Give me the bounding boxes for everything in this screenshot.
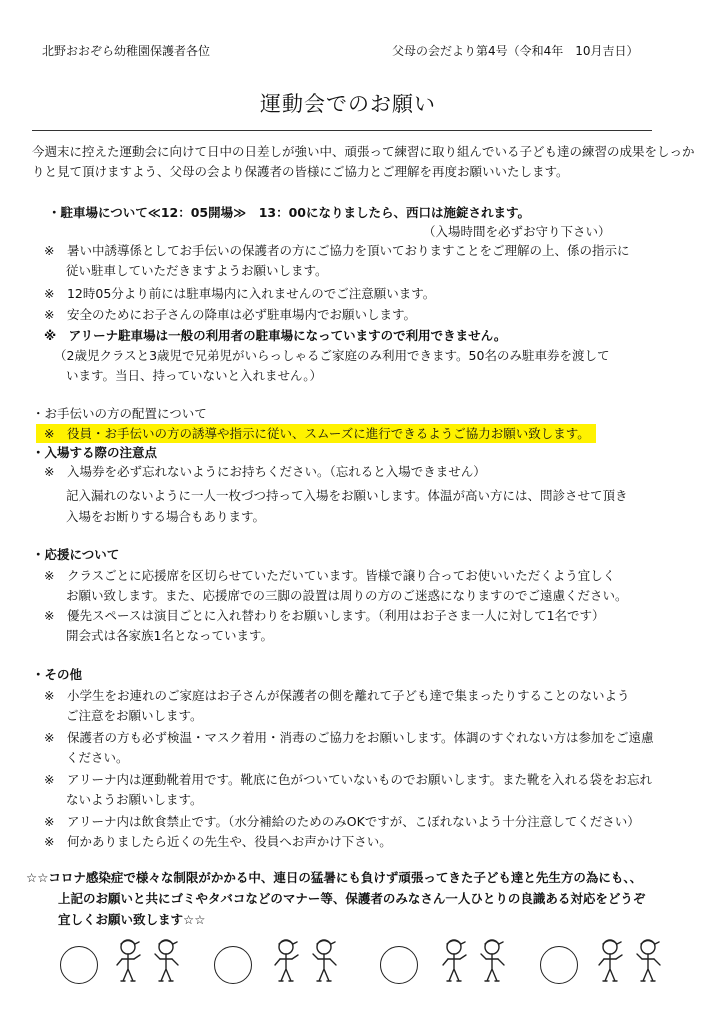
other-line-2: ご注意をお願いします。 [66,708,203,723]
recipient-line: 北野おおぞら幼稚園保護者各位 [42,44,211,58]
intro-line-1: 今週末に控えた運動会に向けて日中の日差しが強い中、頑張って練習に取り組んでいる子ども達の練習の成果をしっか [32,144,695,159]
cheer-line-2: お願い致します。また、応援席での三脚の設置は周りの方のご迷惑になりますのでご遠慮ください。 [66,588,628,603]
other-line-8: ※ 何かありましたら近くの先生や、役員へお声かけ下さい。 [44,834,392,849]
parking-line-2: 従い駐車していただきますようお願いします。 [66,263,328,278]
entry-line-2: 記入漏れのないように一人一枚づつ持って入場をお願いします。体温が高い方には、問診させて頂き [66,488,628,503]
entry-line-1: ※ 入場券を必ず忘れないようにお持ちください。（忘れると入場できません） [44,464,486,479]
closing-line-3: 宜しくお願い致します☆☆ [58,912,206,927]
page-title: 運動会でのお願い [260,92,436,116]
parking-line-1: ※ 暑い中誘導係としてお手伝いの保護者の方にご協力を頂いておりますことをご理解の上、係の指示に [44,243,630,258]
cheer-line-1: ※ クラスごとに応援席を区切らせていただいています。皆様で譲り合ってお使いいただくよう宜しく [44,568,616,583]
children-illustration [436,935,516,987]
parking-line-7: います。当日、持っていないと入れません。） [66,368,323,383]
other-line-7: ※ アリーナ内は飲食禁止です。（水分補給のためのみOKですが、こぼれないよう十分注意してください） [44,814,640,829]
entry-line-3: 入場をお断りする場合もあります。 [66,509,266,524]
other-line-6: ないようお願いします。 [66,792,203,807]
decorative-circle [540,946,578,984]
entry-heading: ・入場する際の注意点 [32,445,158,460]
cheer-heading: ・応援について [32,547,120,562]
helpers-heading: ・お手伝いの方の配置について [32,406,207,421]
parking-line-5: ※ アリーナ駐車場は一般の利用者の駐車場になっていますので利用できません。 [44,328,507,343]
closing-line-2: 上記のお願いと共にゴミやタバコなどのマナー等、保護者のみなさん一人ひとりの良識ある対応をどうぞ [58,891,646,906]
children-illustration [268,935,348,987]
parking-line-4: ※ 安全のためにお子さんの降車は必ず駐車場内でお願いします。 [44,307,416,322]
decorative-circle [380,946,418,984]
parking-line-6: （2歳児クラスと3歳児で兄弟児がいらっしゃるご家庭のみ利用できます。50名のみ駐車券を渡して [54,348,610,363]
other-heading: ・その他 [32,667,83,682]
decorative-circle [214,946,252,984]
children-illustration [110,935,190,987]
children-illustration [592,935,672,987]
cheer-line-3: ※ 優先スペースは演目ごとに入れ替わりをお願いします。（利用はお子さま一人に対して1名です） [44,608,605,623]
other-line-1: ※ 小学生をお連れのご家庭はお子さんが保護者の側を離れて子ども達で集まったりすることのないよう [44,688,630,703]
title-rule [32,130,652,131]
intro-line-2: りと見て頂けますよう、父母の会より保護者の皆様にご協力とご理解を再度お願いいたします。 [32,164,569,179]
other-line-5: ※ アリーナ内は運動靴着用です。靴底に色がついていないものでお願いします。また靴を入れる袋をお忘れ [44,772,652,787]
cheer-line-4: 開会式は各家族1名となっています。 [66,628,273,643]
decorative-circle [60,946,98,984]
other-line-4: ください。 [66,750,129,765]
issue-line: 父母の会だより第4号（令和4年 10月吉日） [392,44,639,58]
closing-line-1: ☆☆コロナ感染症で様々な制限がかかる中、連日の猛暑にも負けず頑張ってきた子ども達と先生方の為にも、、 [26,870,643,885]
parking-heading: ・駐車場について≪12：05開場≫ 13：00になりましたら、西口は施錠されます。 [48,205,531,220]
other-line-3: ※ 保護者の方も必ず検温・マスク着用・消毒のご協力をお願いします。体調のすぐれない方は参加をご遠慮 [44,730,654,745]
helpers-highlight: ※ 役員・お手伝いの方の誘導や指示に従い、スムーズに進行できるようご協力お願い致します。 [36,424,596,443]
parking-line-3: ※ 12時05分より前には駐車場内に入れませんのでご注意願います。 [44,286,436,301]
parking-subnote: （入場時間を必ずお守り下さい） [423,224,611,239]
